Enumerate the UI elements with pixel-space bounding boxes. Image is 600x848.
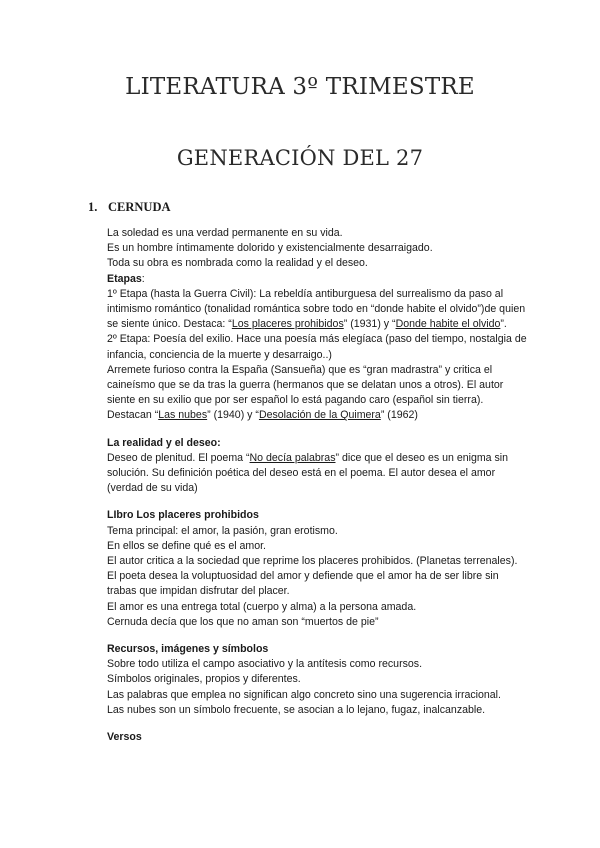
etapas-heading: Etapas: xyxy=(107,272,145,285)
book-title: Las nubes xyxy=(158,409,208,422)
etapas-heading-text: Etapas xyxy=(107,272,142,285)
libro-line: Cernuda decía que los que no aman son “muertos de pie” xyxy=(107,615,379,628)
libro-line: En ellos se define qué es el amor. xyxy=(107,539,267,552)
etapa-2-detail: Arremete furioso contra la España (Sansueña) que es “gran madrastra” y critica el caineísmo que se da tras la guerra (hermanos que se delatan unos a otros). El autor siente en su exilio que por ser español lo está pagando caro (español sin tierra). xyxy=(107,363,504,407)
book-title: Desolación de la Quimera xyxy=(258,409,381,422)
book-title: Donde habite el olvido xyxy=(395,318,501,331)
page-title: LITERATURA 3º TRIMESTRE xyxy=(125,74,475,100)
page-subtitle: GENERACIÓN DEL 27 xyxy=(176,146,424,170)
section-name: CERNUDA xyxy=(108,200,171,214)
recursos-line: Las nubes son un símbolo frecuente, se asocian a lo lejano, fugaz, inalcanzable. xyxy=(107,703,486,716)
etapa-1: 1º Etapa (hasta la Guerra Civil): La rebeldía antiburguesa del surrealismo da paso al intimismo romántico (tonalidad romántica sobre todo en “donde habite el olvido”)de quien se siente único. Destaca: “Los placeres prohibidos” (1931) y “Donde habite el olvido”. xyxy=(107,287,526,331)
libro-line: El amor es una entrega total (cuerpo y alma) a la persona amada. xyxy=(107,600,417,613)
recursos-line: Sobre todo utiliza el campo asociativo y la antítesis como recursos. xyxy=(107,658,423,671)
recursos-line: Símbolos originales, propios y diferentes. xyxy=(107,673,301,686)
versos-heading: Versos xyxy=(107,731,142,744)
realidad-text: Deseo de plenitud. El poema “No decía palabras” dice que el deseo es un enigma sin solución. Su definición poética del deseo está en el poema. El autor desea el amor (verdad de su vida) xyxy=(107,451,509,495)
libro-line: Tema principal: el amor, la pasión, gran erotismo. xyxy=(107,524,338,537)
section-heading xyxy=(88,200,171,215)
section-number: 1. xyxy=(88,200,98,214)
etapa-2-works: Destacan “Las nubes” (1940) y “Desolación de la Quimera” (1962) xyxy=(107,409,418,422)
intro-line: Es un hombre íntimamente dolorido y existencialmente desarraigado. xyxy=(107,242,433,255)
libro-heading: LIbro Los placeres prohibidos xyxy=(107,509,259,522)
intro-line: Toda su obra es nombrada como la realidad y el deseo. xyxy=(107,257,368,270)
recursos-heading: Recursos, imágenes y símbolos xyxy=(107,643,269,656)
libro-line: El poeta desea la voluptuosidad del amor y defiende que el amor ha de ser libre sin trabas que impidan disfrutar del placer. xyxy=(107,570,499,598)
poem-title: No decía palabras xyxy=(249,451,336,464)
recursos-line: Las palabras que emplea no significan algo concreto sino una sugerencia irracional. xyxy=(107,688,501,701)
book-title: Los placeres prohibidos xyxy=(231,318,344,331)
intro-line: La soledad es una verdad permanente en su vida. xyxy=(107,227,343,239)
libro-line: El autor critica a la sociedad que reprime los placeres prohibidos. (Planetas terrenales). xyxy=(107,555,518,568)
realidad-heading: La realidad y el deseo: xyxy=(107,436,221,449)
section-body xyxy=(107,226,527,745)
etapa-2: 2º Etapa: Poesía del exilio. Hace una poesía más elegíaca (paso del tiempo, nostalgia de infancia, conciencia de la muerte y desarraigo..) xyxy=(107,333,527,361)
